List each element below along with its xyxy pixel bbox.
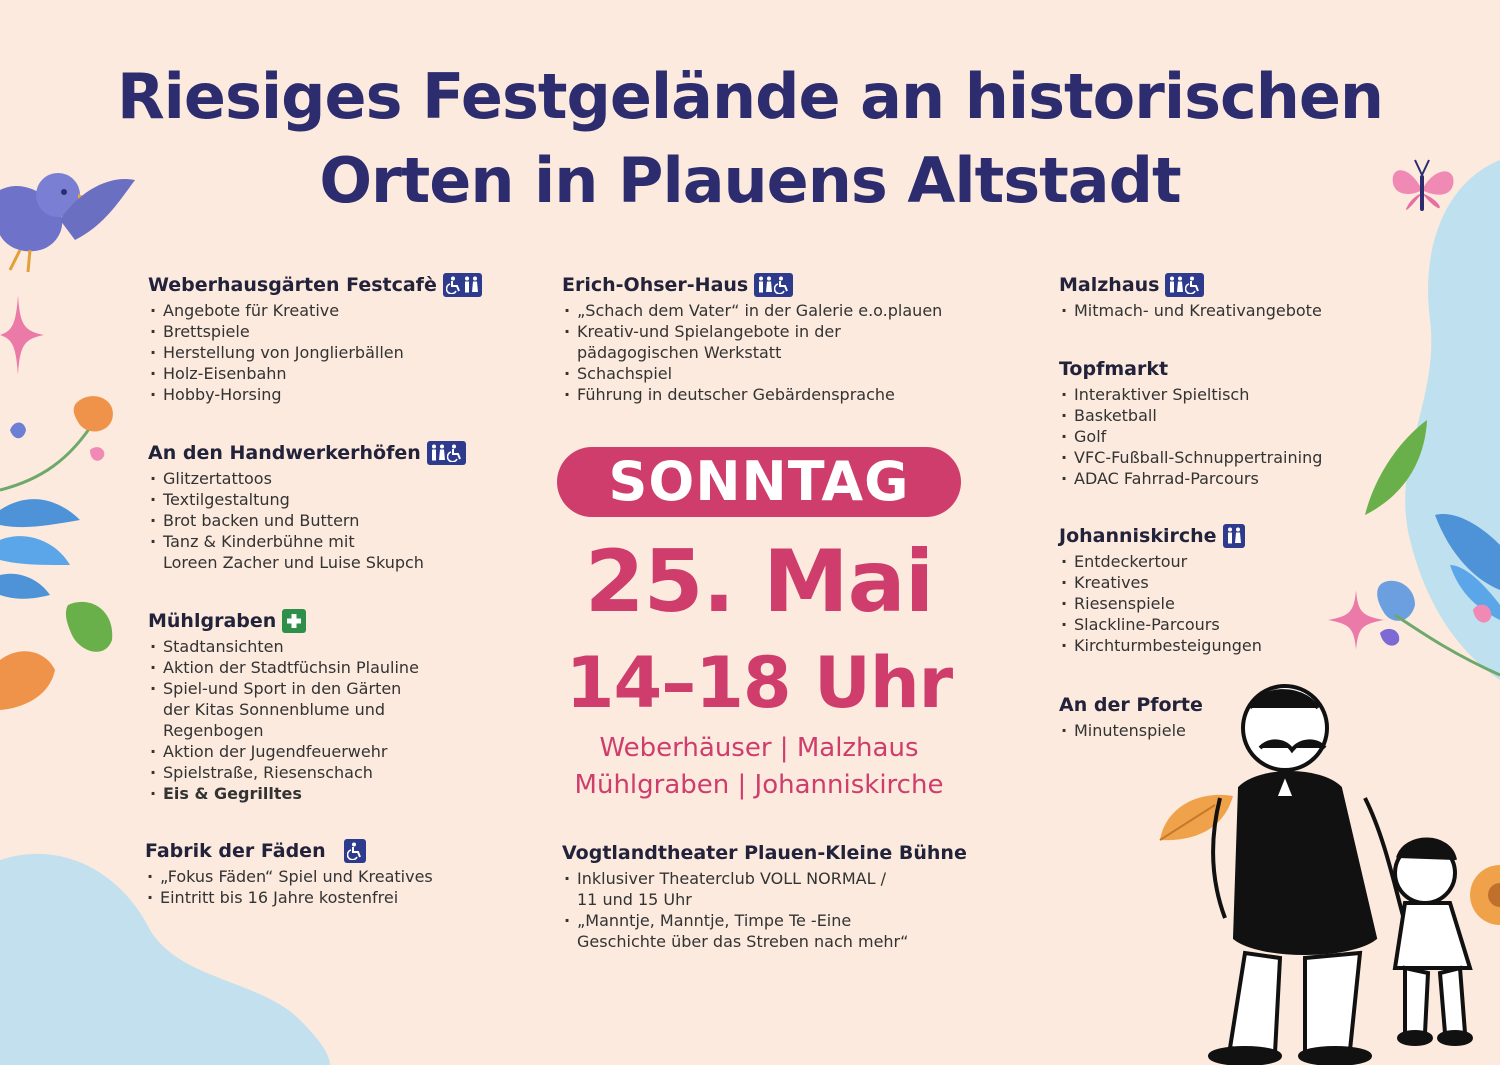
list-item: · Holz-Eisenbahn xyxy=(148,363,482,384)
day-badge: SONNTAG xyxy=(557,447,961,517)
section-title xyxy=(148,608,419,634)
list-item: · Aktion der Stadtfüchsin Plauline xyxy=(148,657,419,678)
list-item-continuation: Regenbogen xyxy=(163,721,264,740)
page-title xyxy=(0,55,1500,223)
list-item: · Angebote für Kreative xyxy=(148,300,482,321)
activity-list xyxy=(145,866,433,908)
event-time: 14–18 Uhr xyxy=(565,642,953,724)
accessibility-badge xyxy=(1223,524,1245,548)
section-johanniskirche xyxy=(1059,523,1262,656)
section-title-text: Fabrik der Fäden xyxy=(145,840,326,862)
section-title xyxy=(1059,272,1322,298)
section-fabrik xyxy=(145,838,433,908)
list-item: · Spiel-und Sport in den Gärten xyxy=(148,678,419,699)
section-title-text: Mühlgraben xyxy=(148,610,277,632)
list-item: · Kirchturmbesteigungen xyxy=(1059,635,1262,656)
list-item-continuation: Geschichte über das Streben nach mehr“ xyxy=(577,932,909,951)
toilet-icon xyxy=(430,444,446,462)
list-item: · „Fokus Fäden“ Spiel und Kreatives xyxy=(145,866,433,887)
section-malzhaus xyxy=(1059,272,1322,321)
section-title xyxy=(148,440,466,466)
section-title xyxy=(145,838,433,864)
accessibility-badge xyxy=(1165,273,1204,297)
list-item: · Basketball xyxy=(1059,405,1322,426)
section-pforte xyxy=(1059,692,1203,741)
toilet-icon xyxy=(1168,276,1184,294)
wheelchair-icon xyxy=(447,444,463,462)
title-line-2: Orten in Plauens Altstadt xyxy=(319,144,1181,217)
section-title-text: An den Handwerkerhöfen xyxy=(148,442,421,464)
list-item: · Glitzertattoos xyxy=(148,468,466,489)
locations-line-1: Weberhäuser | Malzhaus xyxy=(599,733,919,763)
list-item: · Führung in deutscher Gebärdensprache xyxy=(562,384,942,405)
first-aid-badge xyxy=(282,609,306,633)
section-title-text: Vogtlandtheater Plauen-Kleine Bühne xyxy=(562,842,967,864)
list-item: · Herstellung von Jonglierbällen xyxy=(148,342,482,363)
section-title-text: An der Pforte xyxy=(1059,694,1203,716)
section-title-text: Topfmarkt xyxy=(1059,358,1169,380)
list-item: · VFC-Fußball-Schnuppertraining xyxy=(1059,447,1322,468)
wheelchair-icon xyxy=(1185,276,1201,294)
list-item: · Interaktiver Spieltisch xyxy=(1059,384,1322,405)
section-title-text: Malzhaus xyxy=(1059,274,1160,296)
list-item: · Kreativ-und Spielangebote in der xyxy=(562,321,942,342)
section-title xyxy=(1059,692,1203,718)
list-item-continuation: der Kitas Sonnenblume und xyxy=(163,700,386,719)
section-title xyxy=(562,272,942,298)
list-item: · Minutenspiele xyxy=(1059,720,1203,741)
section-title-text: Erich-Ohser-Haus xyxy=(562,274,749,296)
section-title-text: Weberhausgärten Festcafè xyxy=(148,274,437,296)
wheelchair-icon xyxy=(347,842,363,860)
activity-list xyxy=(1059,720,1203,741)
list-item: · Hobby-Horsing xyxy=(148,384,482,405)
toilet-icon xyxy=(1226,527,1242,545)
activity-list xyxy=(148,468,466,573)
activity-list xyxy=(148,300,482,405)
list-item: · Aktion der Jugendfeuerwehr xyxy=(148,741,419,762)
list-item: · Slackline-Parcours xyxy=(1059,614,1262,635)
list-item: · Eis & Gegrilltes xyxy=(148,783,419,804)
list-item: · Spielstraße, Riesenschach xyxy=(148,762,419,783)
section-title-text: Johanniskirche xyxy=(1059,525,1217,547)
first-aid-icon xyxy=(285,612,303,630)
activity-list xyxy=(562,300,942,405)
locations-line-2: Mühlgraben | Johanniskirche xyxy=(574,770,944,800)
list-item-continuation: 11 und 15 Uhr xyxy=(577,890,692,909)
event-date: 25. Mai xyxy=(584,532,934,632)
accessibility-badge xyxy=(344,839,366,863)
list-item: · Entdeckertour xyxy=(1059,551,1262,572)
list-item: · Eintritt bis 16 Jahre kostenfrei xyxy=(145,887,433,908)
list-item: · „Schach dem Vater“ in der Galerie e.o.plauen xyxy=(562,300,942,321)
list-item-continuation: Loreen Zacher und Luise Skupch xyxy=(163,553,424,572)
event-locations xyxy=(500,730,1018,804)
list-item: · Tanz & Kinderbühne mit xyxy=(148,531,466,552)
section-title xyxy=(1059,523,1262,549)
accessibility-badge xyxy=(427,441,466,465)
sparkle-icon xyxy=(0,295,44,375)
list-item: · Golf xyxy=(1059,426,1322,447)
section-ohser xyxy=(562,272,942,405)
list-item: · Riesenspiele xyxy=(1059,593,1262,614)
section-title xyxy=(148,272,482,298)
list-item: · Inklusiver Theaterclub VOLL NORMAL / xyxy=(562,868,967,889)
wheelchair-icon xyxy=(446,276,462,294)
accessibility-badge xyxy=(754,273,793,297)
activity-list xyxy=(1059,384,1322,489)
title-line-1: Riesiges Festgelände an historischen xyxy=(116,60,1384,133)
section-muehlgraben xyxy=(148,608,419,804)
section-topfmarkt xyxy=(1059,356,1322,489)
activity-list xyxy=(562,868,967,952)
activity-list xyxy=(1059,551,1262,656)
section-title xyxy=(1059,356,1322,382)
wheelchair-icon xyxy=(774,276,790,294)
list-item: · Textilgestaltung xyxy=(148,489,466,510)
list-item: · Brettspiele xyxy=(148,321,482,342)
list-item: · ADAC Fahrrad-Parcours xyxy=(1059,468,1322,489)
list-item: · Schachspiel xyxy=(562,363,942,384)
section-title xyxy=(562,840,967,866)
toilet-icon xyxy=(757,276,773,294)
section-weberhausgaerten xyxy=(148,272,482,405)
list-item: · Brot backen und Buttern xyxy=(148,510,466,531)
accessibility-badge xyxy=(443,273,482,297)
list-item: · Stadtansichten xyxy=(148,636,419,657)
section-theater xyxy=(562,840,967,952)
activity-list xyxy=(1059,300,1322,321)
flowers-left-icon xyxy=(0,390,130,740)
flowers-right-icon xyxy=(1355,415,1500,695)
section-handwerkerhoefe xyxy=(148,440,466,573)
activity-list xyxy=(148,636,419,804)
list-item: · „Manntje, Manntje, Timpe Te -Eine xyxy=(562,910,967,931)
list-item: · Kreatives xyxy=(1059,572,1262,593)
toilet-icon xyxy=(463,276,479,294)
list-item: · Mitmach- und Kreativangebote xyxy=(1059,300,1322,321)
list-item-continuation: pädagogischen Werkstatt xyxy=(577,343,782,362)
father-and-son-illustration xyxy=(1200,678,1485,1065)
